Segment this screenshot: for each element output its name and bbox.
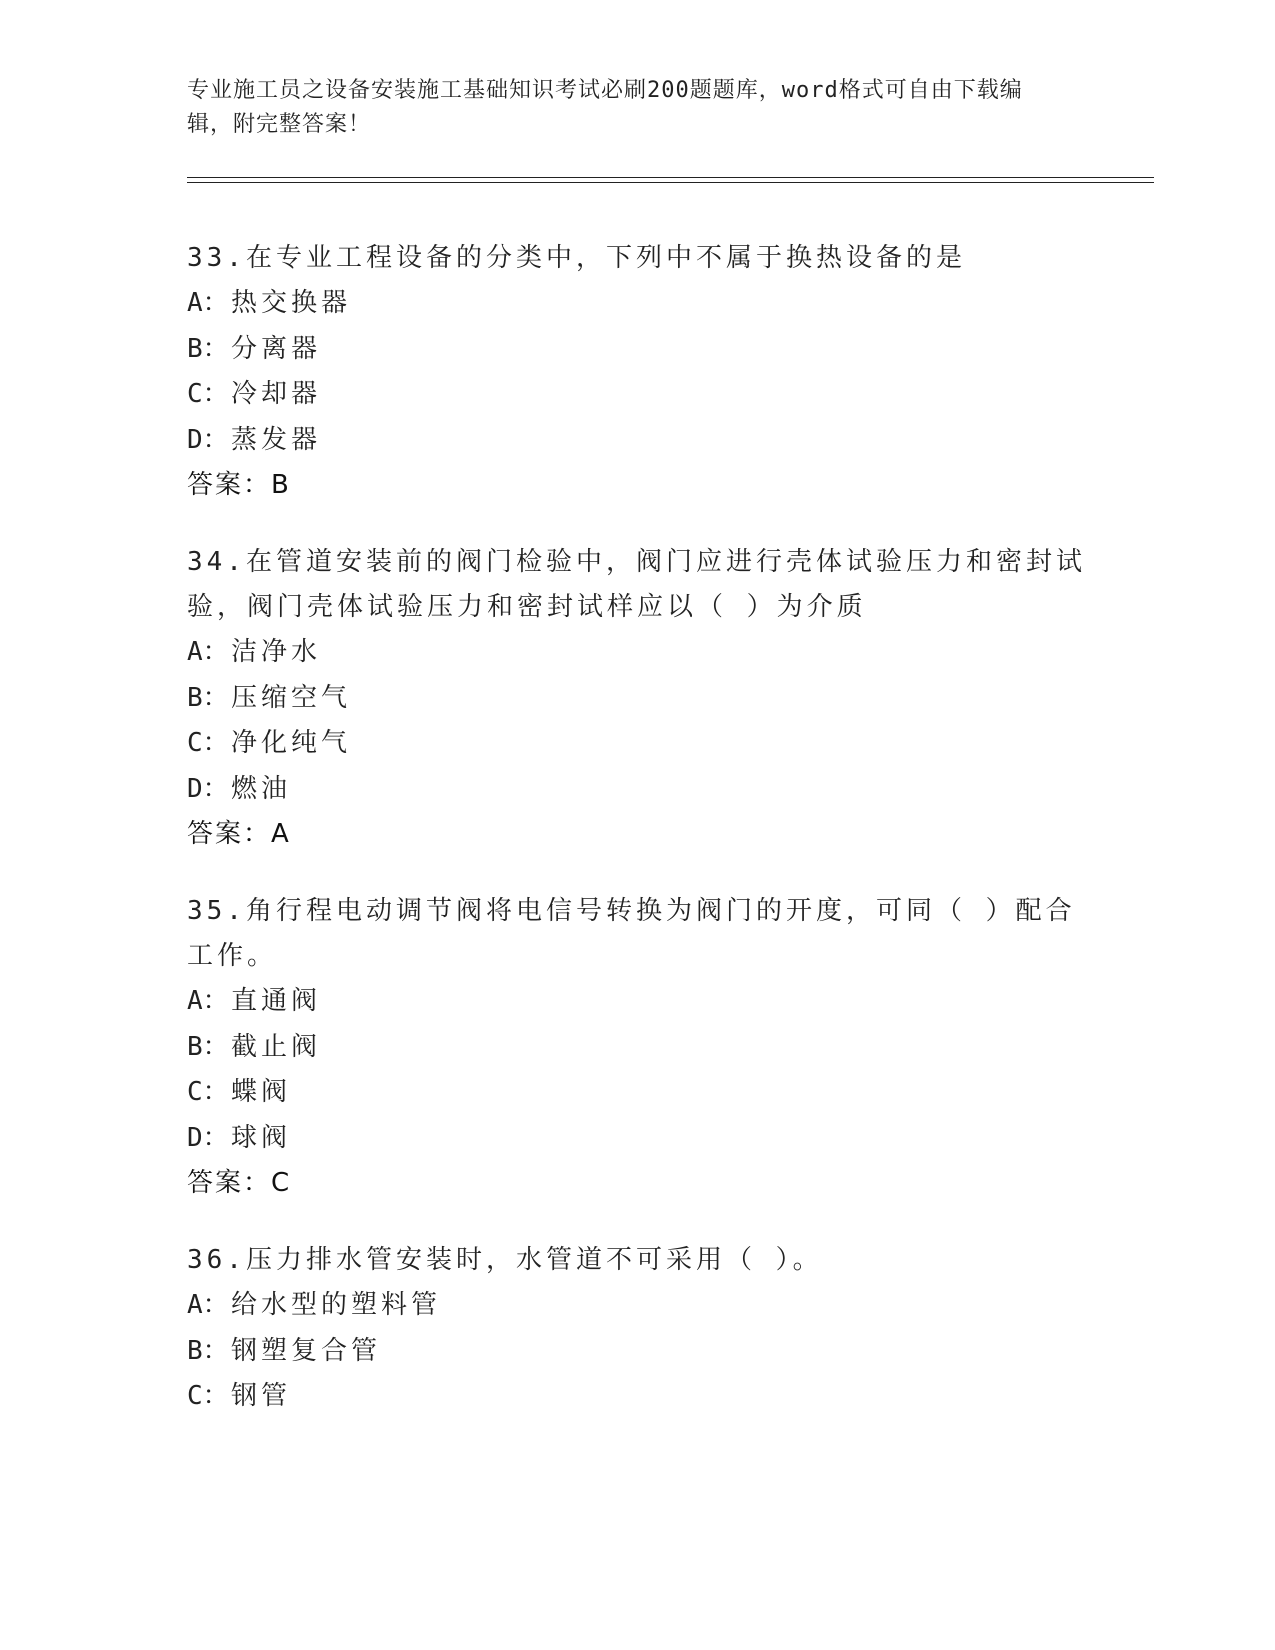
option-label: C： bbox=[187, 728, 229, 758]
option-label: C： bbox=[187, 1077, 229, 1107]
option-text: 燃油 bbox=[231, 773, 292, 804]
option-a bbox=[187, 630, 1087, 676]
option-label: A： bbox=[187, 637, 229, 667]
option-text: 蝶阀 bbox=[231, 1077, 292, 1107]
option-text: 压缩空气 bbox=[231, 682, 352, 713]
question-33 bbox=[187, 236, 1087, 508]
option-label: C： bbox=[187, 1381, 229, 1411]
question-stem: 33.在专业工程设备的分类中，下列中不属于换热设备的是 bbox=[187, 243, 966, 273]
question-36 bbox=[187, 1238, 1087, 1420]
option-text: 蒸发器 bbox=[231, 424, 322, 455]
option-a bbox=[187, 1283, 1087, 1329]
question-list bbox=[187, 236, 1087, 1452]
option-a bbox=[187, 979, 1087, 1025]
option-text: 分离器 bbox=[231, 333, 322, 364]
option-text: 冷却器 bbox=[231, 379, 322, 409]
question-stem: 35.角行程电动调节阀将电信号转换为阀门的开度，可同（ ）配合工作。 bbox=[187, 896, 1076, 971]
option-label: A： bbox=[187, 986, 229, 1016]
option-text: 洁净水 bbox=[231, 637, 322, 667]
option-b bbox=[187, 327, 1087, 373]
header-divider-bottom bbox=[187, 182, 1154, 183]
option-c bbox=[187, 721, 1087, 767]
option-a bbox=[187, 281, 1087, 327]
option-c bbox=[187, 1070, 1087, 1116]
answer-line: 答案：B bbox=[187, 470, 291, 500]
option-label: A： bbox=[187, 288, 229, 318]
option-d bbox=[187, 418, 1087, 464]
option-c bbox=[187, 1374, 1087, 1420]
option-label: B： bbox=[187, 333, 229, 364]
answer-line: 答案：C bbox=[187, 1168, 292, 1198]
option-label: B： bbox=[187, 682, 229, 713]
option-text: 直通阀 bbox=[231, 986, 322, 1016]
option-b bbox=[187, 676, 1087, 722]
option-b bbox=[187, 1329, 1087, 1375]
option-label: B： bbox=[187, 1031, 229, 1062]
option-label: D： bbox=[187, 424, 229, 455]
document-header: 专业施工员之设备安装施工基础知识考试必刷200题题库，word格式可自由下载编辑，附完整答案！ bbox=[187, 78, 1023, 137]
option-text: 净化纯气 bbox=[231, 728, 352, 758]
option-text: 钢管 bbox=[231, 1381, 292, 1411]
question-35 bbox=[187, 889, 1087, 1206]
option-text: 钢塑复合管 bbox=[231, 1335, 382, 1366]
question-stem: 34.在管道安装前的阀门检验中，阀门应进行壳体试验压力和密封试验，阀门壳体试验压力和密封试样应以（ ）为介质 bbox=[187, 547, 1086, 622]
option-label: B： bbox=[187, 1335, 229, 1366]
answer-line: 答案：A bbox=[187, 819, 291, 849]
option-label: C： bbox=[187, 379, 229, 409]
option-d bbox=[187, 767, 1087, 813]
header-divider-top bbox=[187, 177, 1154, 178]
option-text: 球阀 bbox=[231, 1122, 292, 1153]
option-b bbox=[187, 1025, 1087, 1071]
option-label: D： bbox=[187, 773, 229, 804]
question-stem: 36.压力排水管安装时，水管道不可采用（ ）。 bbox=[187, 1245, 823, 1275]
option-d bbox=[187, 1116, 1087, 1162]
option-label: A： bbox=[187, 1290, 229, 1320]
question-34 bbox=[187, 540, 1087, 857]
option-text: 热交换器 bbox=[231, 288, 352, 318]
option-c bbox=[187, 372, 1087, 418]
option-label: D： bbox=[187, 1122, 229, 1153]
option-text: 截止阀 bbox=[231, 1031, 322, 1062]
option-text: 给水型的塑料管 bbox=[231, 1290, 442, 1320]
